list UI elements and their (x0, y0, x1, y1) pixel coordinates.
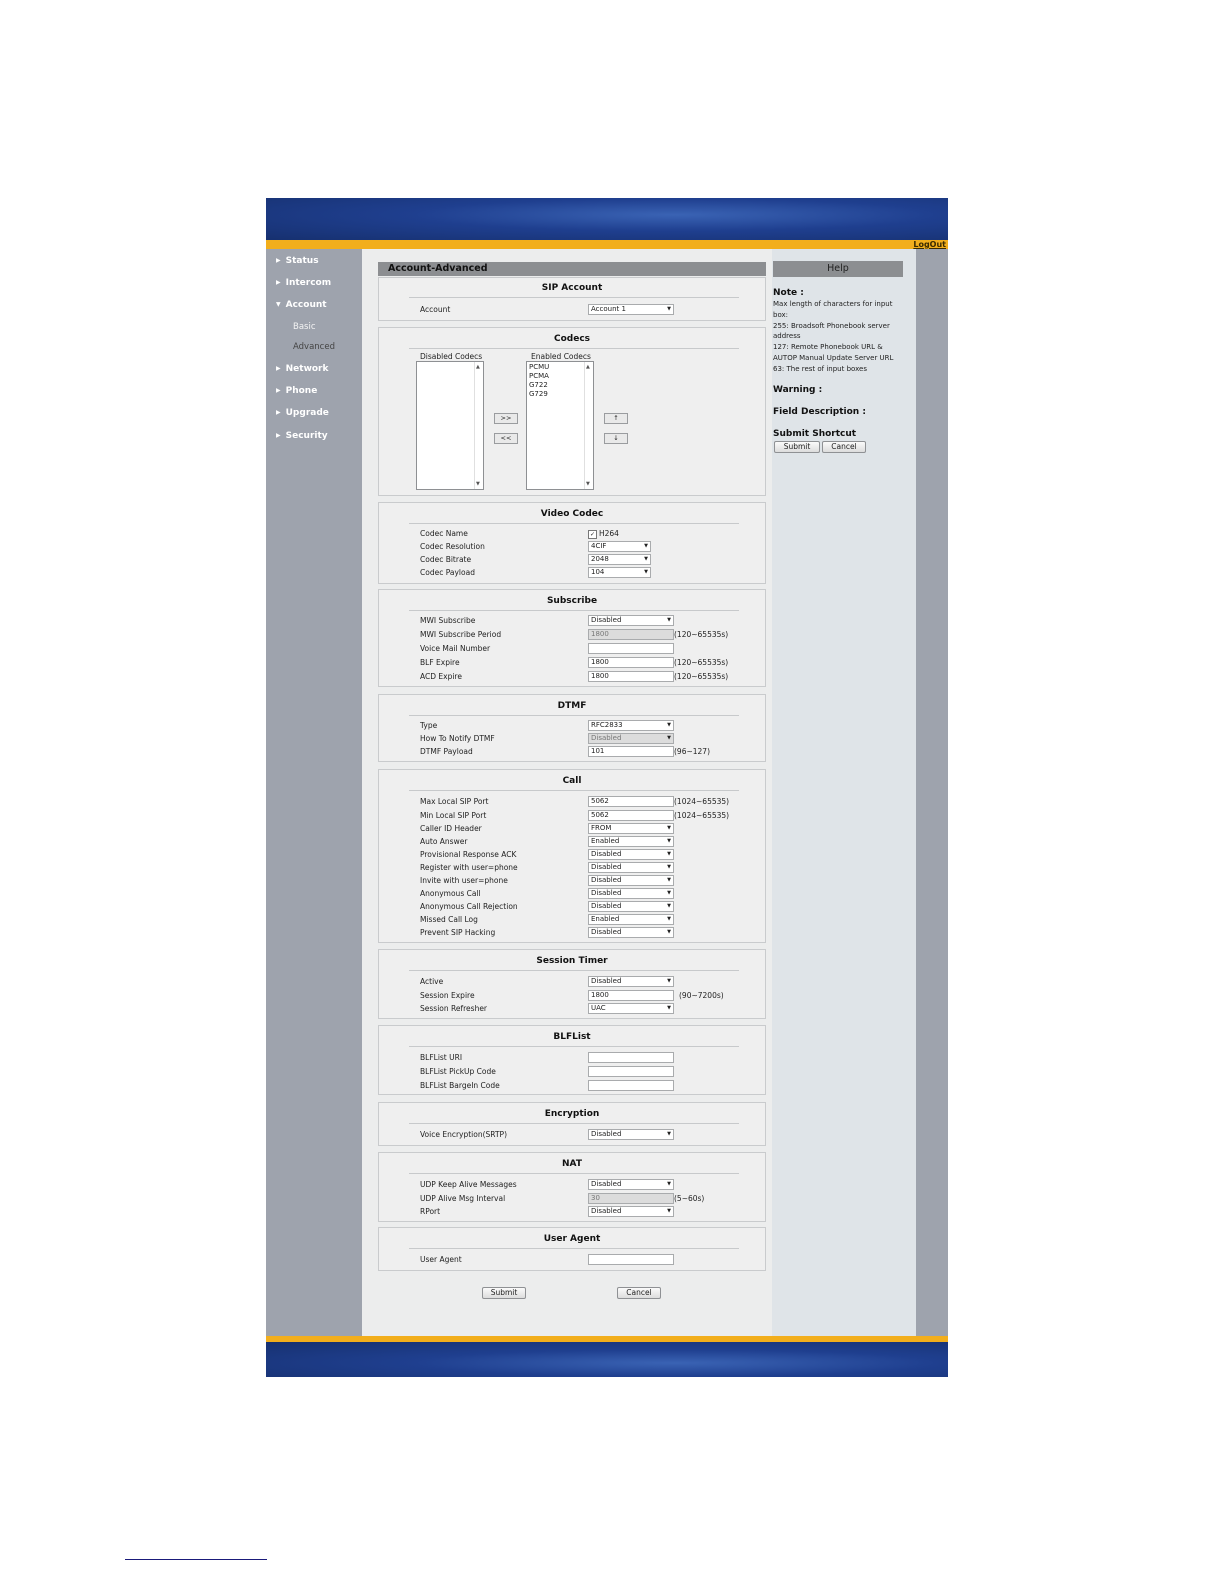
dtmf-type-select[interactable]: RFC2833 ▼ (588, 720, 674, 731)
range-hint: (120~65535s) (674, 672, 729, 681)
sidebar-item-security[interactable] (276, 431, 328, 441)
account-select[interactable]: Account 1 ▼ (588, 304, 674, 315)
user-agent-section (378, 1227, 766, 1271)
field-label: RPort (420, 1207, 441, 1216)
field-label: How To Notify DTMF (420, 734, 495, 743)
triangle-right-icon: ▶ (276, 432, 281, 439)
divider (409, 970, 739, 971)
rport-select[interactable]: Disabled ▼ (588, 1206, 674, 1217)
sidebar-item-label: Security (285, 431, 328, 441)
sidebar-item-label: Intercom (285, 278, 332, 288)
field-label: Session Refresher (420, 1004, 488, 1013)
range-hint: (96~127) (674, 747, 710, 756)
list-item[interactable]: PCMU (529, 363, 550, 371)
checkbox-label: H264 (599, 529, 619, 538)
divider (409, 523, 739, 524)
shortcut-cancel-button[interactable]: Cancel (822, 441, 866, 453)
field-label: Auto Answer (420, 837, 468, 846)
blflist-uri-input[interactable] (588, 1052, 674, 1063)
section-title: Codecs (553, 334, 591, 344)
field-label: Session Expire (420, 991, 475, 1000)
acd-expire-input[interactable]: 1800 (588, 671, 674, 682)
udp-keepalive-select[interactable]: Disabled ▼ (588, 1179, 674, 1190)
scrollbar[interactable] (584, 362, 593, 489)
subscribe-section (378, 589, 766, 687)
help-panel (772, 249, 916, 1336)
field-label: MWI Subscribe (420, 616, 476, 625)
divider (409, 610, 739, 611)
scroll-up-icon[interactable]: ▲ (476, 364, 480, 370)
sidebar-item-upgrade[interactable] (276, 408, 329, 418)
field-label: Min Local SIP Port (420, 811, 487, 820)
range-hint: (120~65535s) (674, 658, 729, 667)
field-label: Provisional Response ACK (420, 850, 517, 859)
sidebar (266, 249, 362, 1336)
header-banner (266, 198, 948, 240)
divider (409, 1173, 739, 1174)
triangle-right-icon: ▶ (276, 257, 281, 264)
field-label: User Agent (420, 1255, 462, 1264)
dtmf-notify-select[interactable]: Disabled ▼ (588, 733, 674, 744)
user-agent-input[interactable] (588, 1254, 674, 1265)
udp-interval-input[interactable]: 30 (588, 1193, 674, 1204)
sidebar-item-network[interactable] (276, 364, 329, 374)
register-user-phone-select[interactable]: Disabled ▼ (588, 862, 674, 873)
enabled-codecs-list[interactable] (526, 361, 594, 490)
provisional-ack-select[interactable]: Disabled ▼ (588, 849, 674, 860)
range-hint: (120~65535s) (674, 630, 729, 639)
section-title: SIP Account (541, 283, 603, 293)
field-label: Prevent SIP Hacking (420, 928, 496, 937)
range-hint: (1024~65535) (674, 797, 730, 806)
min-sip-port-input[interactable]: 5062 (588, 810, 674, 821)
field-label: Codec Bitrate (420, 555, 472, 564)
mwi-period-input[interactable]: 1800 (588, 629, 674, 640)
help-title: Help (773, 261, 903, 277)
sidebar-item-label: Network (285, 364, 329, 374)
field-label: UDP Keep Alive Messages (420, 1180, 517, 1189)
anonymous-rejection-select[interactable]: Disabled ▼ (588, 901, 674, 912)
sidebar-item-intercom[interactable] (276, 278, 331, 288)
field-label: MWI Subscribe Period (420, 630, 502, 639)
mwi-subscribe-select[interactable]: Disabled ▼ (588, 615, 674, 626)
sidebar-item-account[interactable] (276, 300, 327, 310)
sidebar-item-label: Status (285, 256, 319, 266)
field-label: Account (420, 305, 451, 314)
field-label: Codec Payload (420, 568, 475, 577)
divider (409, 348, 739, 349)
field-description-label: Field Description : (773, 407, 866, 417)
sidebar-item-phone[interactable] (276, 386, 317, 396)
scrollbar[interactable] (474, 362, 483, 489)
note-line: Max length of characters for input box: (773, 300, 893, 319)
header-bar (266, 240, 948, 249)
voicemail-number-input[interactable] (588, 643, 674, 654)
prevent-sip-hacking-select[interactable]: Disabled ▼ (588, 927, 674, 938)
field-label: Codec Name (420, 529, 468, 538)
blflist-section (378, 1025, 766, 1095)
footnote-separator (125, 1559, 267, 1560)
auto-answer-select[interactable]: Enabled ▼ (588, 836, 674, 847)
section-title: Subscribe (546, 596, 598, 606)
page-title: Account-Advanced (378, 262, 766, 276)
encryption-section (378, 1102, 766, 1146)
missed-call-log-select[interactable]: Enabled ▼ (588, 914, 674, 925)
field-label: ACD Expire (420, 672, 462, 681)
anonymous-call-select[interactable]: Disabled ▼ (588, 888, 674, 899)
field-label: Voice Encryption(SRTP) (420, 1130, 507, 1139)
submit-shortcut-label: Submit Shortcut (773, 429, 857, 439)
field-label: Voice Mail Number (420, 644, 491, 653)
field-label: BLF Expire (420, 658, 460, 667)
range-hint: (90~7200s) (679, 991, 724, 1000)
enabled-codecs-label: Enabled Codecs (531, 352, 591, 361)
field-label: Anonymous Call (420, 889, 481, 898)
blf-expire-input[interactable]: 1800 (588, 657, 674, 668)
sidebar-subitem-advanced[interactable]: Advanced (293, 342, 335, 352)
section-title: User Agent (543, 1234, 601, 1244)
triangle-right-icon: ▶ (276, 409, 281, 416)
invite-user-phone-select[interactable]: Disabled ▼ (588, 875, 674, 886)
sidebar-subitem-basic[interactable]: Basic (293, 322, 316, 332)
range-hint: (5~60s) (674, 1194, 705, 1203)
field-label: BLFList PickUp Code (420, 1067, 496, 1076)
codec-name-checkbox[interactable] (588, 529, 619, 539)
field-label: Register with user=phone (420, 863, 518, 872)
max-sip-port-input[interactable]: 5062 (588, 796, 674, 807)
call-section (378, 769, 766, 943)
codecs-section (378, 327, 766, 496)
blflist-bargein-input[interactable] (588, 1080, 674, 1091)
session-timer-section (378, 949, 766, 1019)
scroll-down-icon[interactable]: ▼ (586, 481, 590, 487)
note-line: 127: Remote Phonebook URL & AUTOP Manual Update Server URL (773, 343, 894, 362)
range-hint: (1024~65535) (674, 811, 730, 820)
list-item[interactable]: G722 (529, 381, 548, 389)
shortcut-submit-button[interactable]: Submit (774, 441, 820, 453)
field-label: Max Local SIP Port (420, 797, 489, 806)
divider (409, 1046, 739, 1047)
logout-link[interactable]: LogOut (913, 240, 946, 249)
blflist-pickup-input[interactable] (588, 1066, 674, 1077)
move-down-button[interactable]: ↓ (604, 433, 628, 444)
field-label: Codec Resolution (420, 542, 485, 551)
sidebar-item-label: Upgrade (285, 408, 329, 418)
field-label: Anonymous Call Rejection (420, 902, 518, 911)
note-label: Note : (773, 288, 804, 298)
caller-id-header-select[interactable]: FROM ▼ (588, 823, 674, 834)
section-title: Call (562, 776, 582, 786)
web-ui-frame (266, 198, 948, 1377)
note-text (773, 299, 903, 375)
session-active-select[interactable]: Disabled ▼ (588, 976, 674, 987)
field-label: BLFList URI (420, 1053, 463, 1062)
codec-bitrate-select[interactable]: 2048 ▼ (588, 554, 651, 565)
section-title: Session Timer (536, 956, 608, 966)
checkbox-checked-icon[interactable]: ✓ (589, 531, 596, 538)
srtp-select[interactable]: Disabled ▼ (588, 1129, 674, 1140)
disabled-codecs-label: Disabled Codecs (420, 352, 483, 361)
sip-account-section (378, 277, 766, 321)
field-label: BLFList BargeIn Code (420, 1081, 500, 1090)
dtmf-section (378, 694, 766, 762)
divider (409, 297, 739, 298)
nat-section (378, 1152, 766, 1222)
main-content (362, 249, 772, 1336)
warning-label: Warning : (773, 385, 823, 395)
triangle-right-icon: ▶ (276, 387, 281, 394)
list-item[interactable]: PCMA (529, 372, 549, 380)
field-label: Caller ID Header (420, 824, 482, 833)
triangle-right-icon: ▶ (276, 365, 281, 372)
session-expire-input[interactable]: 1800 (588, 990, 674, 1001)
field-label: DTMF Payload (420, 747, 473, 756)
session-refresher-select[interactable]: UAC ▼ (588, 1003, 674, 1014)
section-title: Encryption (544, 1109, 600, 1119)
section-title: DTMF (557, 701, 587, 711)
divider (409, 715, 739, 716)
scroll-down-icon[interactable]: ▼ (476, 481, 480, 487)
field-label: Invite with user=phone (420, 876, 508, 885)
submit-button[interactable]: Submit (482, 1287, 526, 1299)
dtmf-payload-input[interactable]: 101 (588, 746, 674, 757)
section-title: NAT (562, 1159, 582, 1169)
move-right-button[interactable]: >> (494, 413, 518, 424)
move-up-button[interactable]: ↑ (604, 413, 628, 424)
codec-payload-select[interactable]: 104 ▼ (588, 567, 651, 578)
footer-banner (266, 1342, 948, 1377)
divider (409, 1123, 739, 1124)
field-label: Active (420, 977, 444, 986)
move-left-button[interactable]: << (494, 433, 518, 444)
section-title: Video Codec (540, 509, 604, 519)
field-label: Type (420, 721, 438, 730)
section-title: BLFList (553, 1032, 591, 1042)
triangle-down-icon: ▼ (276, 301, 281, 308)
sidebar-item-label: Phone (285, 386, 318, 396)
note-line: 255: Broadsoft Phonebook server address (773, 321, 890, 341)
sidebar-item-status[interactable] (276, 256, 319, 266)
divider (409, 1248, 739, 1249)
video-codec-section (378, 502, 766, 584)
list-item[interactable]: G729 (529, 390, 548, 398)
disabled-codecs-list[interactable] (416, 361, 484, 490)
field-label: UDP Alive Msg Interval (420, 1194, 506, 1203)
triangle-right-icon: ▶ (276, 279, 281, 286)
divider (409, 790, 739, 791)
scroll-up-icon[interactable]: ▲ (586, 364, 590, 370)
sidebar-item-label: Account (285, 300, 327, 310)
codec-resolution-select[interactable]: 4CIF ▼ (588, 541, 651, 552)
cancel-button[interactable]: Cancel (617, 1287, 661, 1299)
note-line: 63: The rest of input boxes (773, 364, 867, 373)
field-label: Missed Call Log (420, 915, 478, 924)
